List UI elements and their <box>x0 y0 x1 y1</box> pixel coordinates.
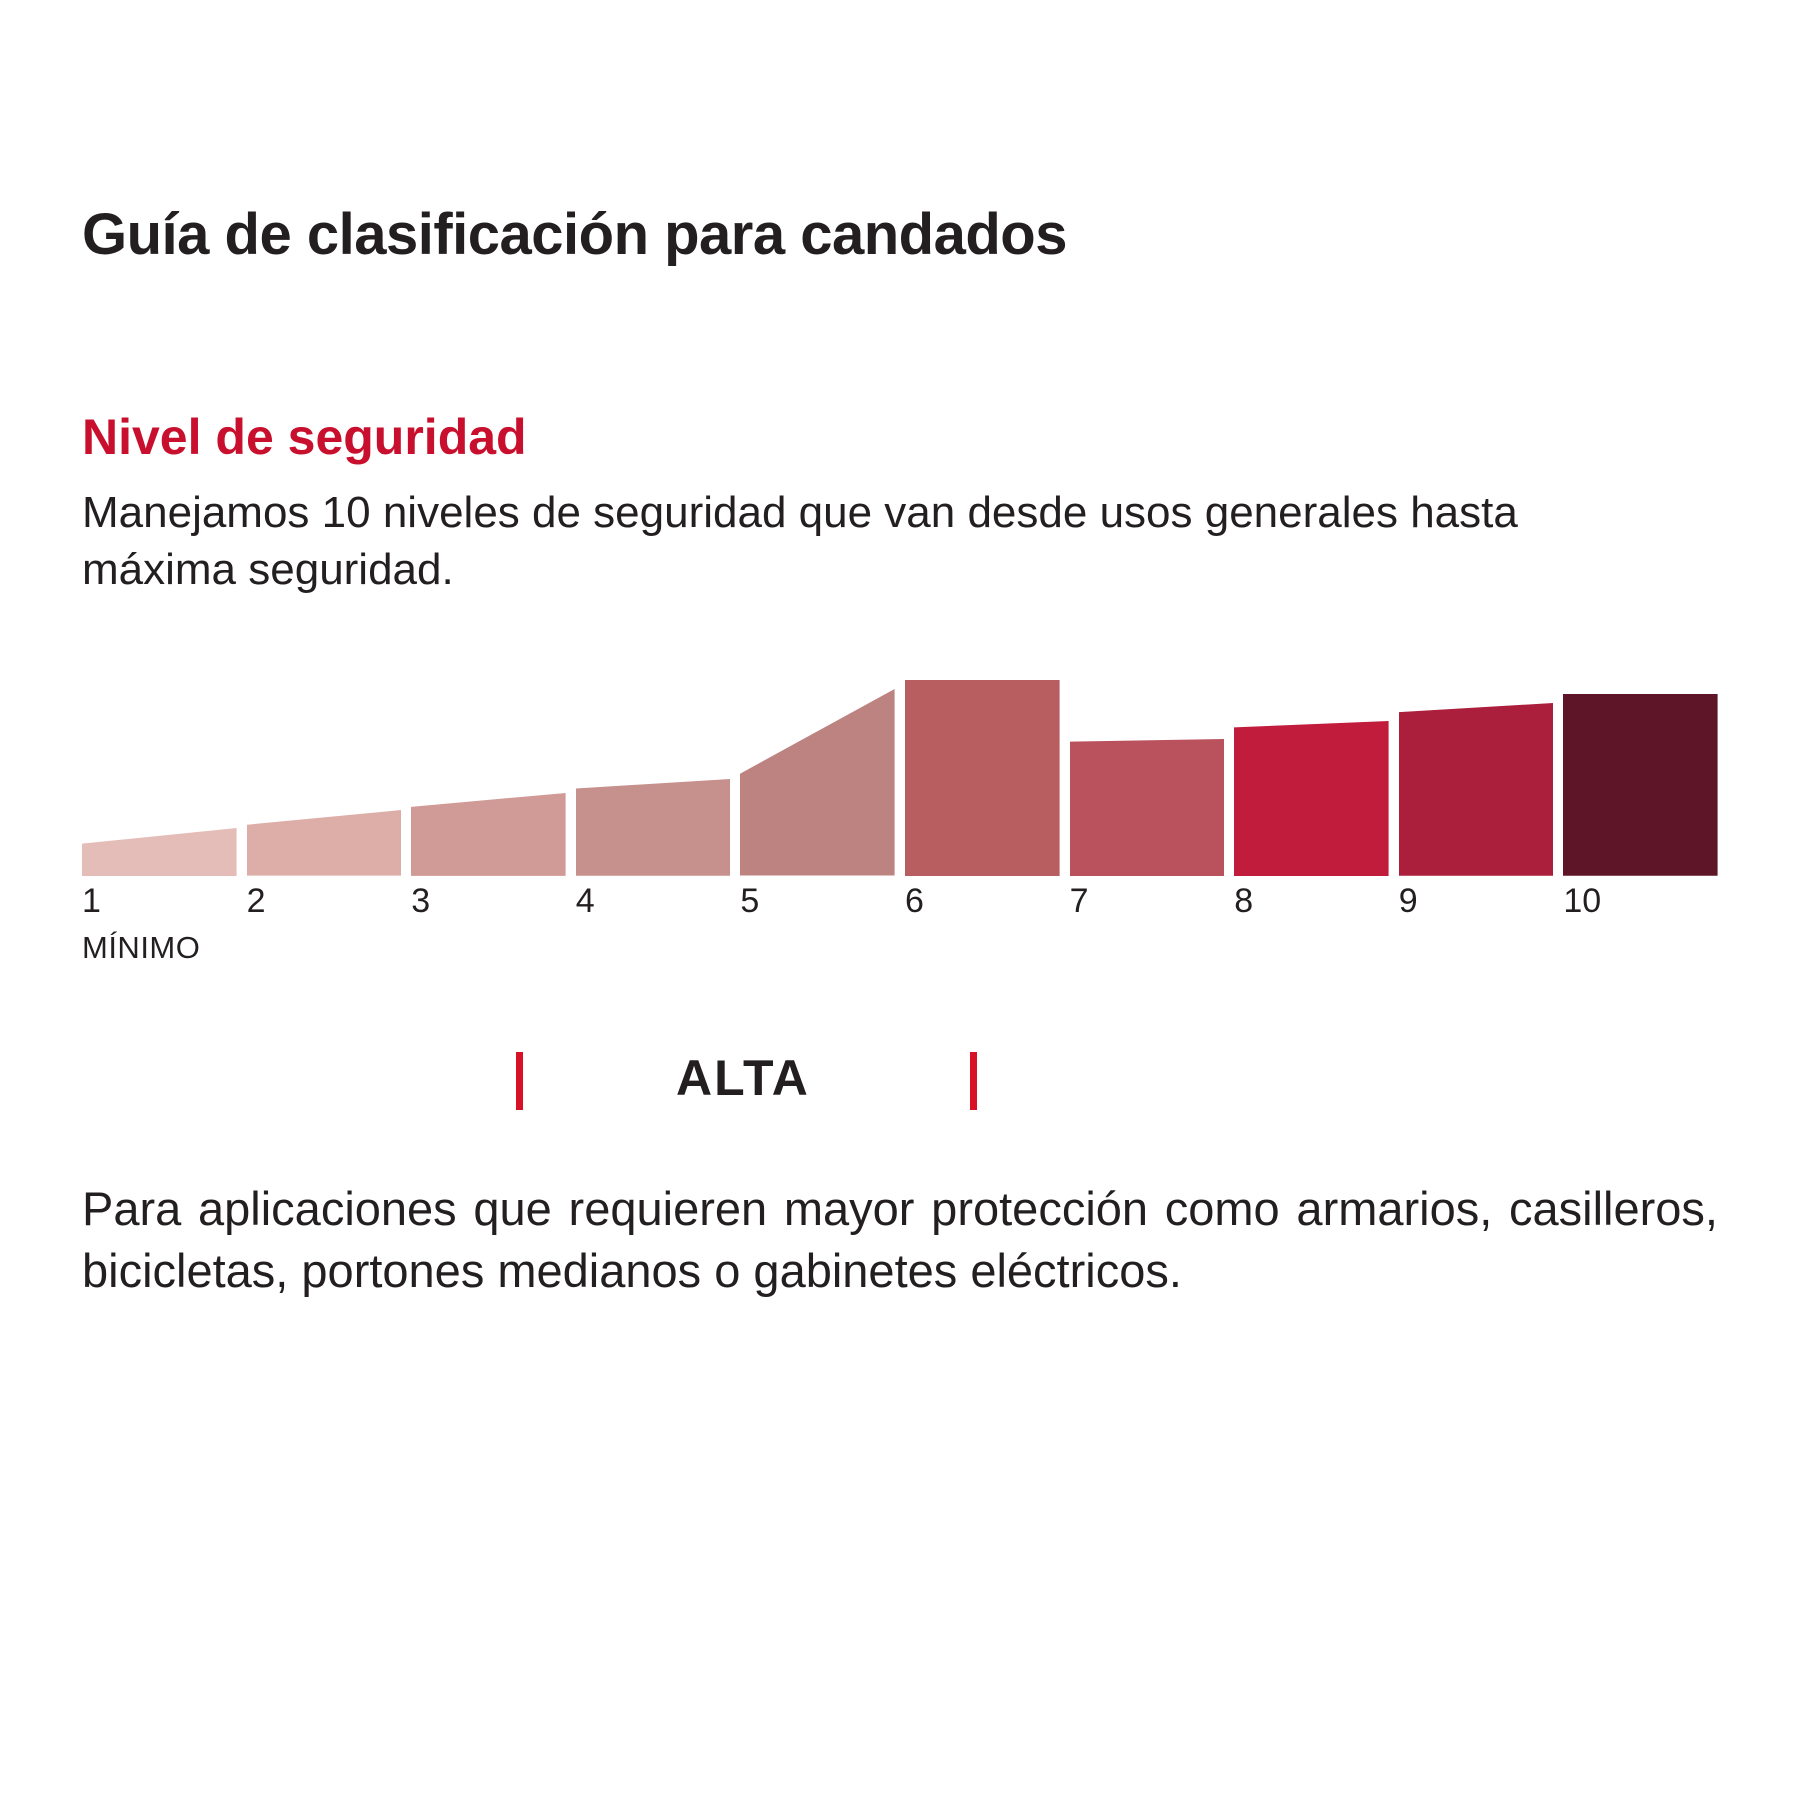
chart-axis-labels <box>82 882 1718 966</box>
axis-tick-label: 9 <box>1398 882 1418 921</box>
axis-tick-label: 7 <box>1069 882 1089 921</box>
band-description: Para aplicaciones que requieren mayor protección como armarios, casilleros, bicicletas, portones medianos o gabinetes eléctricos. <box>82 1182 1718 1298</box>
chart-bar <box>1399 703 1554 876</box>
axis-tick-label: 8 <box>1234 882 1254 921</box>
section-body-text: Manejamos 10 niveles de seguridad que van desde usos generales hasta máxima seguridad. <box>82 488 1518 594</box>
chart-bar <box>1070 739 1225 876</box>
chart-bar <box>411 793 566 876</box>
chart-bar <box>1563 694 1718 876</box>
band-label: ALTA <box>676 1050 810 1107</box>
axis-min-label: MÍNIMO <box>82 930 201 966</box>
security-level-chart <box>82 676 1718 876</box>
axis-tick-label: 6 <box>905 882 924 921</box>
chart-bar <box>905 680 1060 876</box>
page-title: Guía de clasificación para candados <box>82 202 1067 267</box>
chart-bar <box>576 779 731 876</box>
axis-tick-label: 4 <box>575 882 595 921</box>
axis-tick-label: 3 <box>411 882 431 921</box>
band-tick-right <box>970 1052 977 1110</box>
axis-tick-label: 5 <box>740 882 760 921</box>
section-heading: Nivel de seguridad <box>82 408 527 465</box>
chart-bar <box>247 810 402 876</box>
chart-bar <box>1234 721 1389 876</box>
chart-bar <box>82 828 237 876</box>
chart-bar <box>740 689 895 876</box>
axis-tick-label: 10 <box>1563 882 1602 921</box>
band-indicator <box>82 1042 1718 1132</box>
chart-bars <box>82 676 1718 876</box>
axis-tick-label: 2 <box>246 882 266 921</box>
axis-tick-label: 1 <box>82 882 101 921</box>
